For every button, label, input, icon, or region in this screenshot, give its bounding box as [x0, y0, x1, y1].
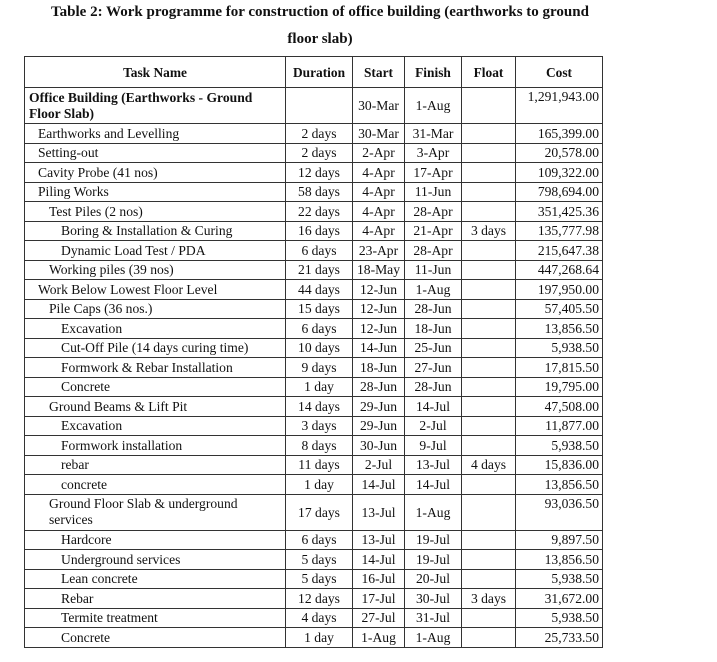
task-name-cell: Piling Works — [25, 182, 286, 202]
float-cell — [462, 260, 516, 280]
cost-cell: 351,425.36 — [516, 202, 603, 222]
cost-cell: 15,836.00 — [516, 455, 603, 475]
task-name-cell: Ground Floor Slab & underground services — [25, 494, 286, 530]
start-cell: 12-Jun — [353, 280, 405, 300]
finish-cell: 28-Jun — [405, 377, 462, 397]
finish-cell: 1-Aug — [405, 88, 462, 124]
float-cell — [462, 143, 516, 163]
duration-cell: 16 days — [286, 221, 353, 241]
float-cell: 4 days — [462, 455, 516, 475]
float-cell — [462, 319, 516, 339]
start-cell: 18-May — [353, 260, 405, 280]
float-cell: 3 days — [462, 221, 516, 241]
duration-cell: 1 day — [286, 628, 353, 648]
duration-cell: 12 days — [286, 163, 353, 183]
cost-cell: 197,950.00 — [516, 280, 603, 300]
caption-line-2: floor slab) — [287, 31, 353, 47]
start-cell: 12-Jun — [353, 319, 405, 339]
task-name-cell: Earthworks and Levelling — [25, 124, 286, 144]
float-cell — [462, 475, 516, 495]
cost-cell: 447,268.64 — [516, 260, 603, 280]
task-name-cell: Concrete — [25, 628, 286, 648]
finish-cell: 18-Jun — [405, 319, 462, 339]
float-cell — [462, 494, 516, 530]
duration-cell: 12 days — [286, 589, 353, 609]
start-cell: 16-Jul — [353, 569, 405, 589]
start-cell: 4-Apr — [353, 163, 405, 183]
header-task-name: Task Name — [25, 57, 286, 88]
duration-cell: 5 days — [286, 569, 353, 589]
finish-cell: 21-Apr — [405, 221, 462, 241]
task-name-cell: Underground services — [25, 550, 286, 570]
task-name-cell: concrete — [25, 475, 286, 495]
start-cell: 27-Jul — [353, 608, 405, 628]
finish-cell: 13-Jul — [405, 455, 462, 475]
finish-cell: 31-Jul — [405, 608, 462, 628]
duration-cell: 6 days — [286, 319, 353, 339]
cost-cell: 13,856.50 — [516, 550, 603, 570]
cost-cell: 93,036.50 — [516, 494, 603, 530]
start-cell: 4-Apr — [353, 202, 405, 222]
table-row — [25, 397, 603, 417]
finish-cell: 11-Jun — [405, 260, 462, 280]
duration-cell: 1 day — [286, 377, 353, 397]
header-start: Start — [353, 57, 405, 88]
cost-cell: 20,578.00 — [516, 143, 603, 163]
duration-cell: 6 days — [286, 241, 353, 261]
cost-cell: 165,399.00 — [516, 124, 603, 144]
float-cell — [462, 88, 516, 124]
table-row — [25, 299, 603, 319]
task-name-cell: Formwork & Rebar Installation — [25, 358, 286, 378]
cost-cell: 17,815.50 — [516, 358, 603, 378]
start-cell: 2-Jul — [353, 455, 405, 475]
task-name-cell: Concrete — [25, 377, 286, 397]
cost-cell: 13,856.50 — [516, 319, 603, 339]
duration-cell: 15 days — [286, 299, 353, 319]
cost-cell: 109,322.00 — [516, 163, 603, 183]
table-row — [25, 280, 603, 300]
float-cell — [462, 280, 516, 300]
duration-cell: 22 days — [286, 202, 353, 222]
header-cost: Cost — [516, 57, 603, 88]
table-row — [25, 377, 603, 397]
task-name-cell: rebar — [25, 455, 286, 475]
duration-cell: 10 days — [286, 338, 353, 358]
task-name-cell: Working piles (39 nos) — [25, 260, 286, 280]
table-row — [25, 455, 603, 475]
cost-cell: 798,694.00 — [516, 182, 603, 202]
finish-cell: 2-Jul — [405, 416, 462, 436]
task-name-cell: Cavity Probe (41 nos) — [25, 163, 286, 183]
table-body — [25, 88, 603, 648]
duration-cell: 6 days — [286, 530, 353, 550]
table-row — [25, 494, 603, 530]
cost-cell: 5,938.50 — [516, 569, 603, 589]
float-cell — [462, 628, 516, 648]
task-name-cell: Boring & Installation & Curing — [25, 221, 286, 241]
finish-cell: 1-Aug — [405, 494, 462, 530]
float-cell — [462, 182, 516, 202]
finish-cell: 14-Jul — [405, 397, 462, 417]
float-cell — [462, 550, 516, 570]
cost-cell: 11,877.00 — [516, 416, 603, 436]
duration-cell: 5 days — [286, 550, 353, 570]
finish-cell: 28-Apr — [405, 202, 462, 222]
table-row — [25, 628, 603, 648]
float-cell — [462, 163, 516, 183]
table-row — [25, 358, 603, 378]
task-name-cell: Hardcore — [25, 530, 286, 550]
cost-cell: 13,856.50 — [516, 475, 603, 495]
duration-cell: 3 days — [286, 416, 353, 436]
duration-cell: 2 days — [286, 124, 353, 144]
cost-cell: 215,647.38 — [516, 241, 603, 261]
float-cell — [462, 397, 516, 417]
duration-cell: 4 days — [286, 608, 353, 628]
task-name-cell: Ground Beams & Lift Pit — [25, 397, 286, 417]
float-cell — [462, 241, 516, 261]
start-cell: 30-Mar — [353, 88, 405, 124]
float-cell — [462, 377, 516, 397]
table-row — [25, 319, 603, 339]
cost-cell: 19,795.00 — [516, 377, 603, 397]
duration-cell: 17 days — [286, 494, 353, 530]
cost-cell: 1,291,943.00 — [516, 88, 603, 124]
header-row — [25, 57, 603, 88]
float-cell — [462, 358, 516, 378]
duration-cell: 11 days — [286, 455, 353, 475]
table-row — [25, 475, 603, 495]
header-duration: Duration — [286, 57, 353, 88]
header-finish: Finish — [405, 57, 462, 88]
float-cell — [462, 338, 516, 358]
cost-cell: 135,777.98 — [516, 221, 603, 241]
finish-cell: 27-Jun — [405, 358, 462, 378]
table-row — [25, 143, 603, 163]
start-cell: 14-Jun — [353, 338, 405, 358]
finish-cell: 31-Mar — [405, 124, 462, 144]
duration-cell: 14 days — [286, 397, 353, 417]
cost-cell: 5,938.50 — [516, 436, 603, 456]
start-cell: 1-Aug — [353, 628, 405, 648]
start-cell: 4-Apr — [353, 221, 405, 241]
duration-cell — [286, 88, 353, 124]
start-cell: 23-Apr — [353, 241, 405, 261]
duration-cell: 1 day — [286, 475, 353, 495]
start-cell: 4-Apr — [353, 182, 405, 202]
table-row — [25, 124, 603, 144]
finish-cell: 28-Apr — [405, 241, 462, 261]
finish-cell: 1-Aug — [405, 280, 462, 300]
table-row — [25, 416, 603, 436]
finish-cell: 3-Apr — [405, 143, 462, 163]
start-cell: 2-Apr — [353, 143, 405, 163]
table-row — [25, 202, 603, 222]
start-cell: 14-Jul — [353, 475, 405, 495]
cost-cell: 9,897.50 — [516, 530, 603, 550]
table-row — [25, 88, 603, 124]
task-name-cell: Termite treatment — [25, 608, 286, 628]
finish-cell: 28-Jun — [405, 299, 462, 319]
task-name-cell: Excavation — [25, 416, 286, 436]
start-cell: 30-Jun — [353, 436, 405, 456]
start-cell: 13-Jul — [353, 530, 405, 550]
task-name-cell: Work Below Lowest Floor Level — [25, 280, 286, 300]
cost-cell: 5,938.50 — [516, 338, 603, 358]
table-row — [25, 182, 603, 202]
table-row — [25, 260, 603, 280]
header-float: Float — [462, 57, 516, 88]
table-row — [25, 608, 603, 628]
task-name-cell: Dynamic Load Test / PDA — [25, 241, 286, 261]
finish-cell: 19-Jul — [405, 550, 462, 570]
task-name-cell: Rebar — [25, 589, 286, 609]
task-name-cell: Lean concrete — [25, 569, 286, 589]
task-name-cell: Office Building (Earthworks - Ground Floor Slab) — [25, 88, 286, 124]
finish-cell: 20-Jul — [405, 569, 462, 589]
table-row — [25, 436, 603, 456]
float-cell — [462, 202, 516, 222]
table-row — [25, 550, 603, 570]
finish-cell: 25-Jun — [405, 338, 462, 358]
float-cell — [462, 608, 516, 628]
cost-cell: 5,938.50 — [516, 608, 603, 628]
duration-cell: 58 days — [286, 182, 353, 202]
table-row — [25, 338, 603, 358]
table-row — [25, 569, 603, 589]
duration-cell: 44 days — [286, 280, 353, 300]
finish-cell: 9-Jul — [405, 436, 462, 456]
table-row — [25, 530, 603, 550]
task-name-cell: Test Piles (2 nos) — [25, 202, 286, 222]
start-cell: 12-Jun — [353, 299, 405, 319]
task-name-cell: Excavation — [25, 319, 286, 339]
finish-cell: 17-Apr — [405, 163, 462, 183]
finish-cell: 11-Jun — [405, 182, 462, 202]
table-row — [25, 221, 603, 241]
float-cell — [462, 569, 516, 589]
duration-cell: 2 days — [286, 143, 353, 163]
start-cell: 29-Jun — [353, 397, 405, 417]
finish-cell: 30-Jul — [405, 589, 462, 609]
finish-cell: 14-Jul — [405, 475, 462, 495]
finish-cell: 1-Aug — [405, 628, 462, 648]
task-name-cell: Setting-out — [25, 143, 286, 163]
caption-line-1: Table 2: Work programme for construction of office building (earthworks to ground — [51, 4, 589, 20]
float-cell — [462, 416, 516, 436]
cost-cell: 31,672.00 — [516, 589, 603, 609]
table-row — [25, 241, 603, 261]
cost-cell: 57,405.50 — [516, 299, 603, 319]
start-cell: 30-Mar — [353, 124, 405, 144]
table-row — [25, 589, 603, 609]
float-cell: 3 days — [462, 589, 516, 609]
task-name-cell: Formwork installation — [25, 436, 286, 456]
duration-cell: 8 days — [286, 436, 353, 456]
start-cell: 29-Jun — [353, 416, 405, 436]
task-name-cell: Pile Caps (36 nos.) — [25, 299, 286, 319]
finish-cell: 19-Jul — [405, 530, 462, 550]
table-row — [25, 163, 603, 183]
cost-cell: 25,733.50 — [516, 628, 603, 648]
start-cell: 18-Jun — [353, 358, 405, 378]
float-cell — [462, 530, 516, 550]
duration-cell: 21 days — [286, 260, 353, 280]
float-cell — [462, 299, 516, 319]
start-cell: 17-Jul — [353, 589, 405, 609]
cost-cell: 47,508.00 — [516, 397, 603, 417]
task-name-cell: Cut-Off Pile (14 days curing time) — [25, 338, 286, 358]
float-cell — [462, 124, 516, 144]
start-cell: 14-Jul — [353, 550, 405, 570]
work-programme-table — [24, 56, 603, 648]
start-cell: 13-Jul — [353, 494, 405, 530]
float-cell — [462, 436, 516, 456]
duration-cell: 9 days — [286, 358, 353, 378]
start-cell: 28-Jun — [353, 377, 405, 397]
